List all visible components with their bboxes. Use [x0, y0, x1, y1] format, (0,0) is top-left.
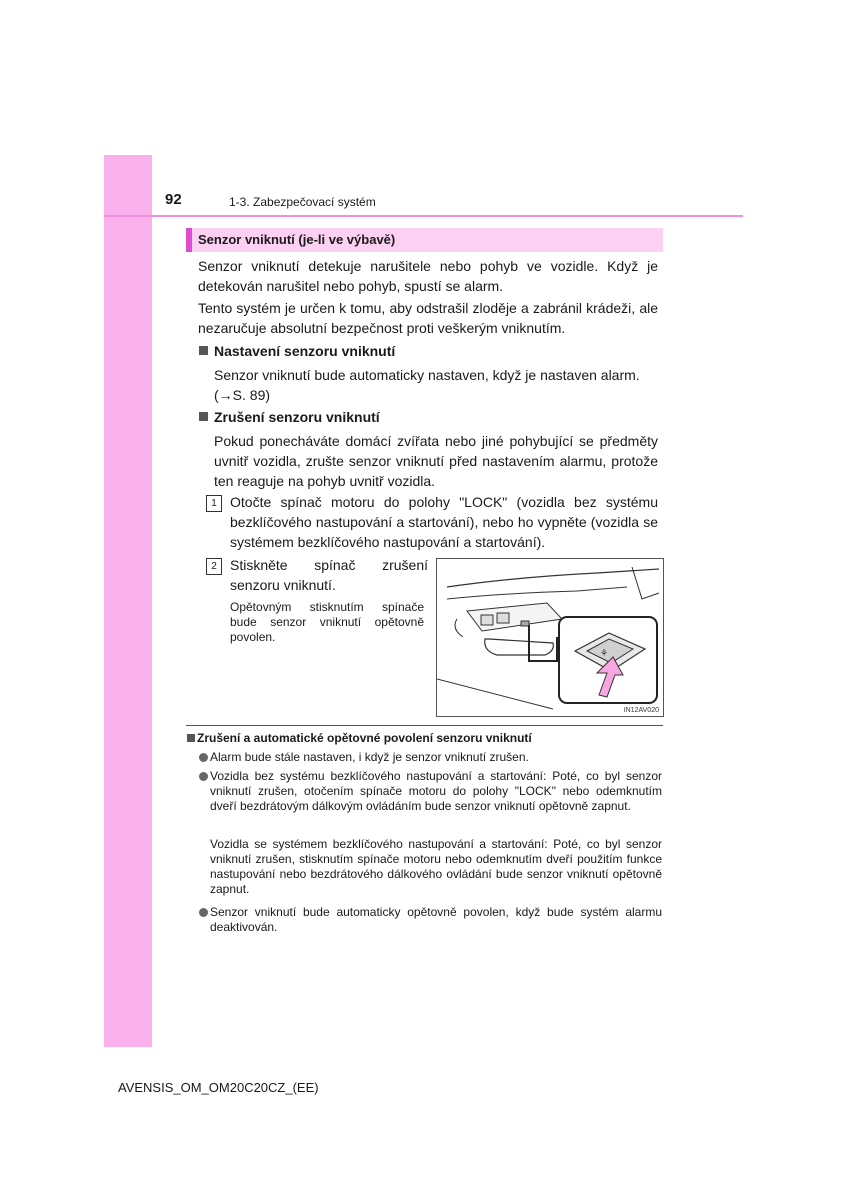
illustration-code: IN12AV020	[623, 707, 659, 714]
note-bullet-1: Alarm bude stále nastaven, i když je senzor vniknutí zrušen.	[210, 750, 529, 764]
bullet-square-icon	[187, 734, 195, 742]
note-bullet-2-continued: Vozidla se systémem bezklíčového nastupování a startování: Poté, co byl senzor vniknutí zrušen, stisknutím spínače motoru nebo odemknutím dveří použitím funkce nastupování nebo bezdrátového dálkového ovládání bude senzor vniknutí opětovně zapnut.	[210, 837, 662, 896]
bullet-square-icon	[199, 412, 208, 421]
step-1-number: 1	[206, 495, 222, 512]
overhead-console-drawing	[437, 559, 663, 716]
intro-paragraph-1: Senzor vniknutí detekuje narušitele nebo pohyb ve vozidle. Když je detekován narušitel nebo pohyb, spustí se alarm.	[198, 258, 658, 294]
step-2-subtext: Opětovným stisknutím spínače bude senzor vniknutí opětovně povolen.	[230, 600, 424, 644]
bullet-dot-icon	[199, 772, 208, 781]
setting-text-main: Senzor vniknutí bude automaticky nastaven, když je nastaven alarm.	[214, 367, 640, 383]
document-footer: AVENSIS_OM_OM20C20CZ_(EE)	[118, 1080, 319, 1095]
cancel-text: Pokud ponecháváte domácí zvířata nebo jiné pohybující se předměty uvnitř vozidla, zrušte senzor vniknutí před nastavením alarmu, protože ten reaguje na pohyb uvnitř vozidla.	[214, 433, 658, 489]
note-bullet-2: Vozidla bez systému bezklíčového nastupování a startování: Poté, co byl senzor vniknutí zrušen, otočením spínače motoru do polohy "LOCK" nebo odemknutím dveří bezdrátovým dálkovým ovládáním bude senzor vniknutí opětovně zapnut.	[210, 769, 662, 813]
topic-title: Senzor vniknutí (je-li ve výbavě)	[198, 232, 396, 247]
header-divider	[104, 215, 743, 217]
svg-text:⚘: ⚘	[600, 649, 609, 659]
intro-paragraph-2: Tento systém je určen k tomu, aby odstrašil zloděje a zabránil krádeži, ale nezaručuje absolutní bezpečnost proti veškerým vniknutím.	[198, 300, 658, 336]
chapter-tab	[104, 155, 152, 1047]
page-number: 92	[165, 191, 182, 208]
arrow-right-icon: →	[218, 387, 233, 403]
cancel-heading: Zrušení senzoru vniknutí	[214, 409, 380, 425]
bullet-dot-icon	[199, 908, 208, 917]
note-bullet-3: Senzor vniknutí bude automaticky opětovně povolen, když bude systém alarmu deaktivován.	[210, 905, 662, 934]
topic-title-box	[186, 228, 663, 252]
page-reference-link[interactable]: S. 89)	[232, 387, 271, 403]
notes-heading: Zrušení a automatické opětovné povolení senzoru vniknutí	[197, 731, 532, 745]
intrusion-sensor-switch-illustration	[436, 558, 664, 717]
bullet-square-icon	[199, 346, 208, 355]
step-1-text: Otočte spínač motoru do polohy "LOCK" (vozidla bez systému bezklíčového nastupování a startování), nebo ho vypněte (vozidla se systémem bezklíčového nastupování a startování).	[230, 494, 658, 550]
setting-heading: Nastavení senzoru vniknutí	[214, 343, 396, 359]
setting-text: Senzor vniknutí bude automaticky nastaven, když je nastaven alarm. (→S. 89)	[214, 367, 640, 403]
title-accent-bar	[186, 228, 192, 252]
notes-divider	[186, 725, 663, 726]
step-2-text: Stiskněte spínač zrušení senzoru vniknutí.	[230, 557, 428, 593]
step-2-number: 2	[206, 558, 222, 575]
section-title: 1-3. Zabezpečovací systém	[229, 195, 376, 209]
bullet-dot-icon	[199, 753, 208, 762]
